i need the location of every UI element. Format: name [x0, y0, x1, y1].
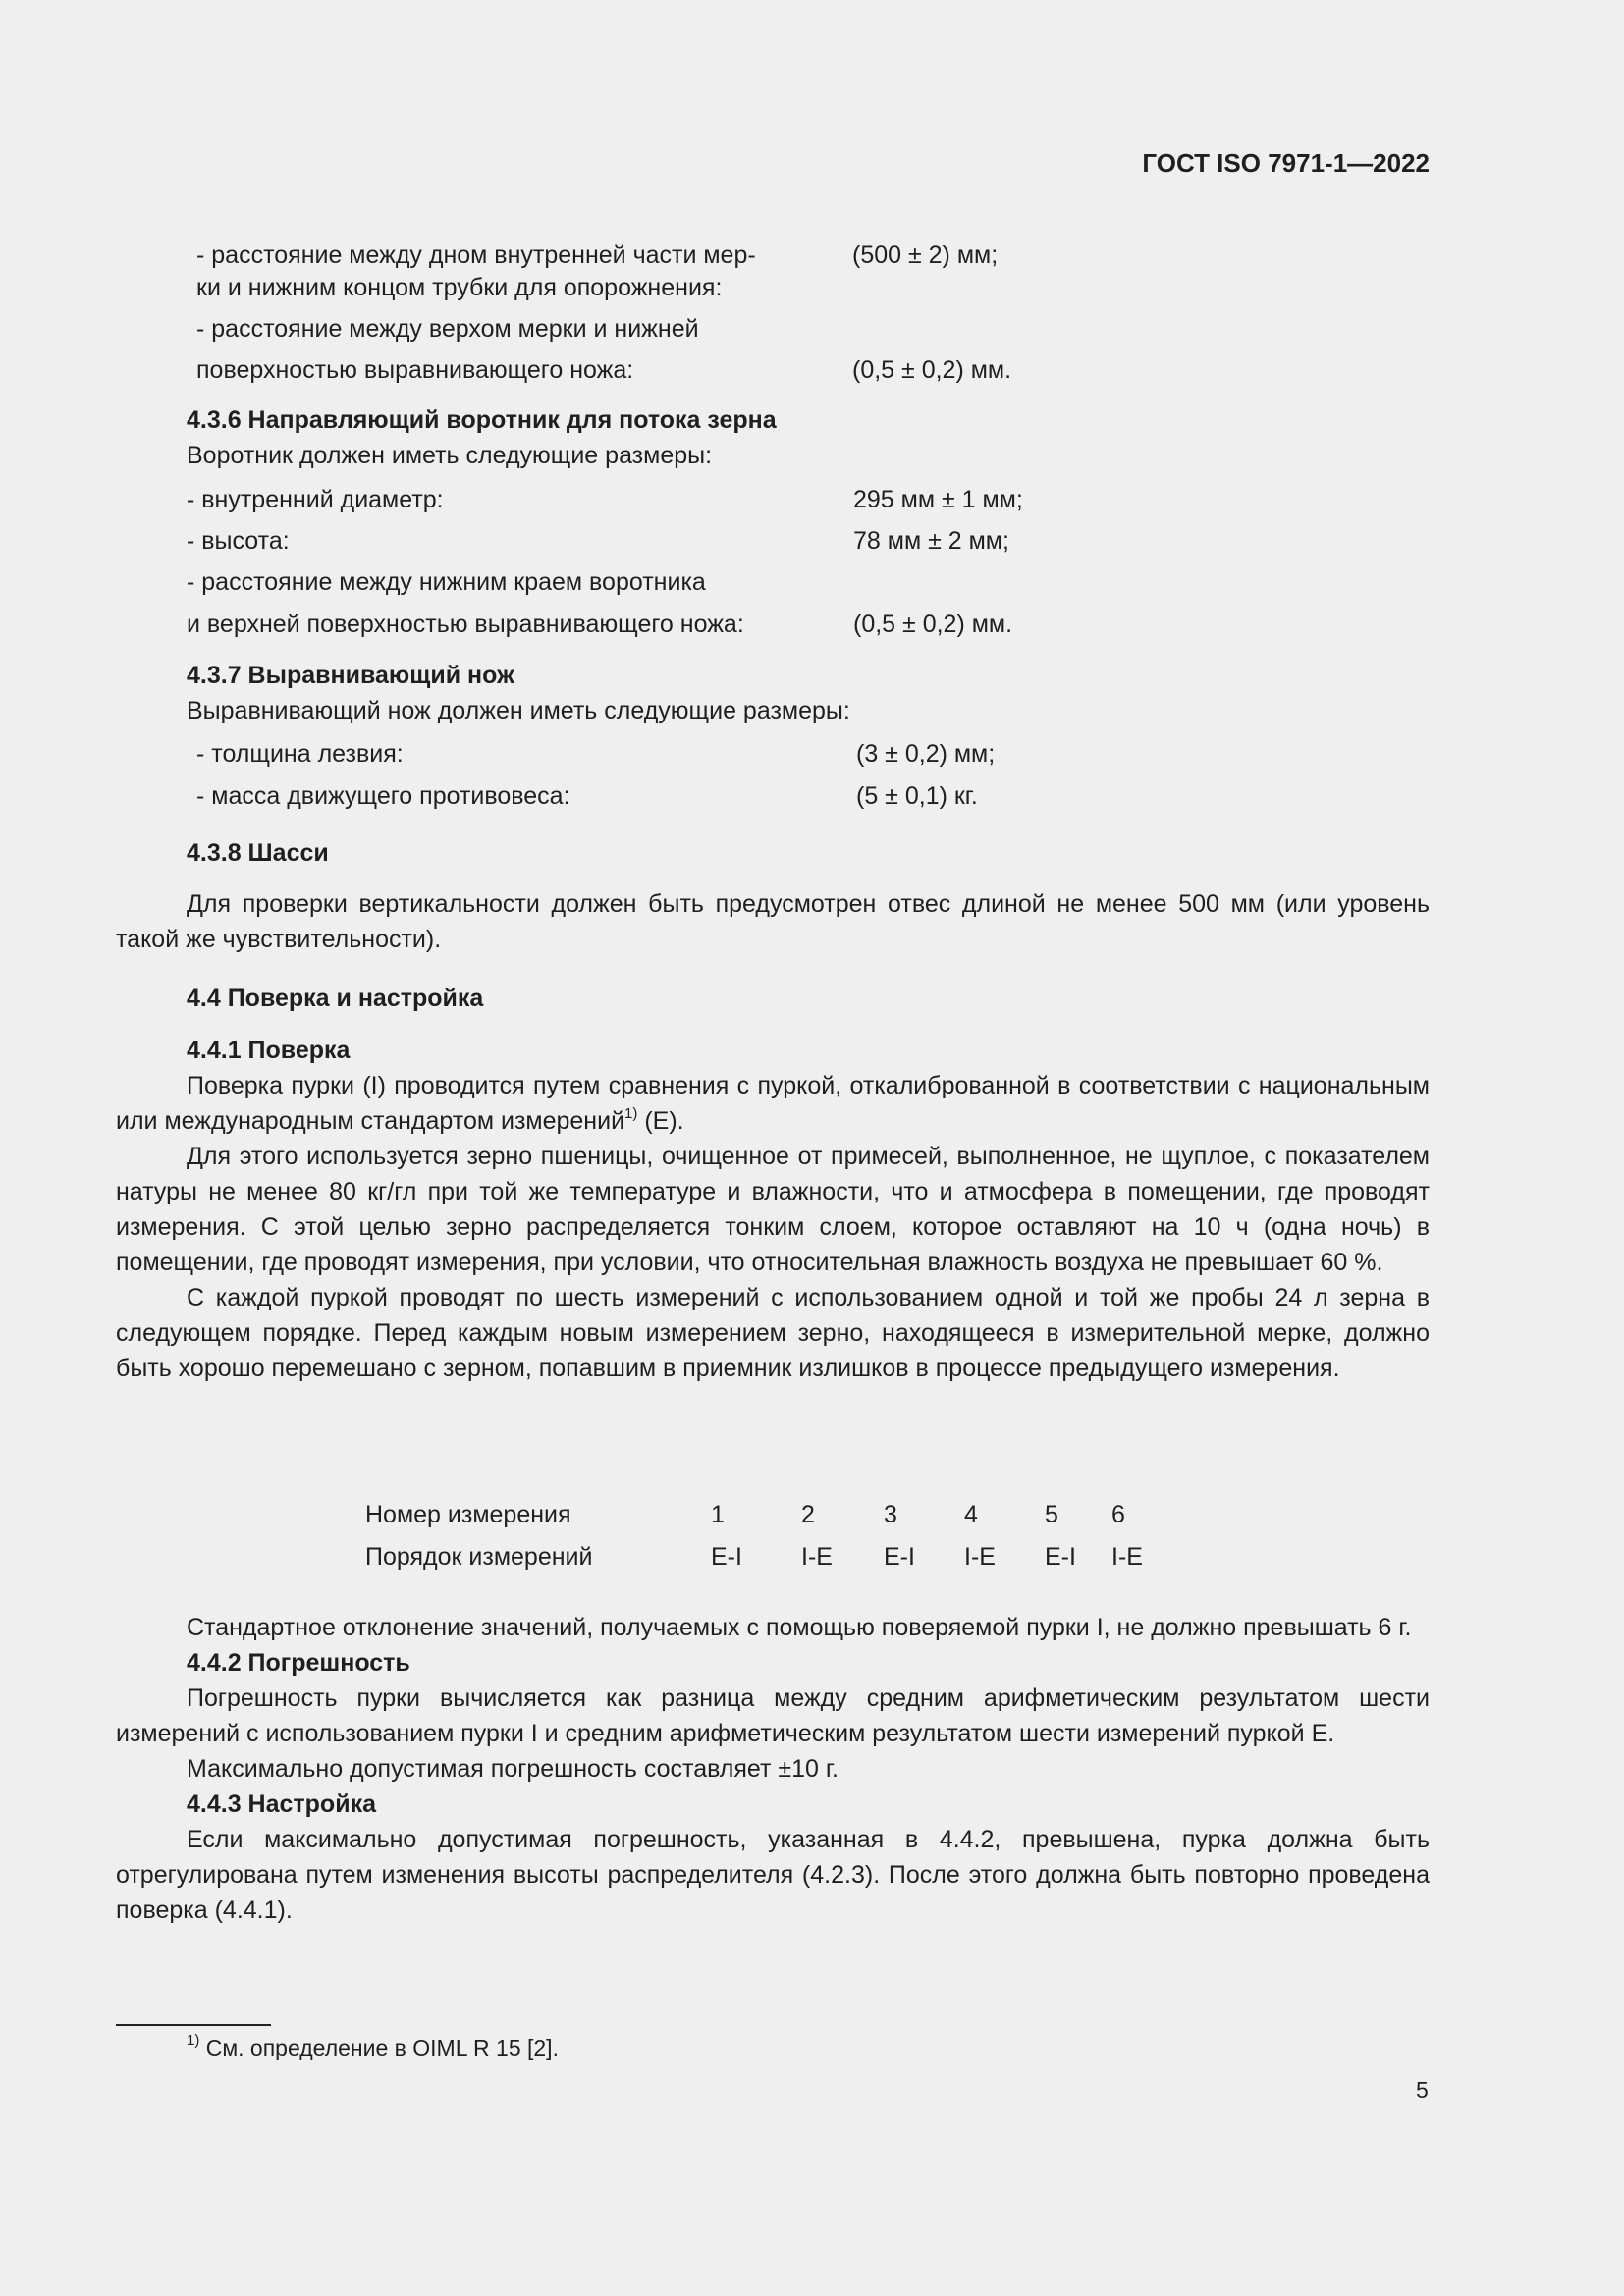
section-intro: Воротник должен иметь следующие размеры:: [187, 442, 713, 469]
table-cell: 1: [711, 1501, 725, 1528]
list-item-text: - расстояние между нижним краем воротника: [187, 568, 706, 596]
section-heading: 4.4 Поверка и настройка: [187, 985, 484, 1012]
section-heading: 4.4.1 Поверка: [187, 1037, 351, 1064]
footnote-separator: [116, 2024, 271, 2026]
list-item-text: ки и нижним концом трубки для опорожнения:: [196, 274, 723, 301]
list-item-value: (5 ± 0,1) кг.: [856, 782, 978, 810]
table-cell: E-I: [711, 1543, 742, 1571]
section-4-4-1: [116, 1033, 1430, 1386]
section-heading: 4.4.2 Погрешность: [187, 1649, 410, 1677]
table-cell: I-E: [1111, 1543, 1143, 1571]
paragraph-text: Максимально допустимая погрешность составляет ±10 г.: [187, 1755, 839, 1783]
list-item-value: (0,5 ± 0,2) мм.: [853, 611, 1013, 638]
list-item-text: - масса движущего противовеса:: [196, 782, 570, 810]
table-cell: 5: [1045, 1501, 1058, 1528]
table-cell: 6: [1111, 1501, 1125, 1528]
paragraph-text: Поверка пурки (I) проводится путем сравнения с пуркой, откалиброванной в соответствии с национальным или международным стандартом измерений: [116, 1072, 1430, 1135]
paragraph-text: Стандартное отклонение значений, получаемых с помощью поверяемой пурки I, не должно превышать 6 г.: [187, 1614, 1412, 1641]
footnote: [187, 2030, 559, 2065]
table-cell: 2: [801, 1501, 815, 1528]
section-heading: 4.3.6 Направляющий воротник для потока зерна: [187, 406, 777, 434]
table-cell: I-E: [801, 1543, 833, 1571]
paragraph-text: С каждой пуркой проводят по шесть измерений с использованием одной и той же пробы 24 л зерна в следующем порядке. Перед каждым новым измерением зерно, находящееся в измерительной мерке, должно быть хорошо перемешано с зерном, попавшим в приемник излишков в процессе предыдущего измерения.: [116, 1284, 1430, 1382]
list-item-value: 78 мм ± 2 мм;: [853, 527, 1009, 555]
list-item-value: (0,5 ± 0,2) мм.: [852, 356, 1012, 384]
section-intro: Выравнивающий нож должен иметь следующие размеры:: [187, 697, 850, 724]
paragraph-text: Погрешность пурки вычисляется как разница между средним арифметическим результатом шести измерений с использованием пурки I и средним арифметическим результатом шести измерений пуркой E.: [116, 1684, 1430, 1747]
section-heading: 4.3.8 Шасси: [187, 839, 329, 867]
paragraph: [116, 886, 1430, 957]
footnote-text: См. определение в OIML R 15 [2].: [199, 2035, 559, 2060]
section-heading: 4.4.3 Настройка: [187, 1790, 376, 1818]
list-item-value: 295 мм ± 1 мм;: [853, 486, 1023, 513]
table-cell: E-I: [1045, 1543, 1076, 1571]
list-item-text: - внутренний диаметр:: [187, 486, 444, 513]
list-item-text: - толщина лезвия:: [196, 740, 404, 768]
paragraph-text: (E).: [637, 1107, 684, 1135]
table-cell: 4: [964, 1501, 978, 1528]
list-item-value: (500 ± 2) мм;: [852, 241, 999, 269]
list-item-text: - высота:: [187, 527, 290, 555]
table-cell: 3: [884, 1501, 897, 1528]
table-row-label: Порядок измерений: [365, 1543, 593, 1571]
list-item-text: - расстояние между верхом мерки и нижней: [196, 315, 699, 343]
table-row-label: Номер измерения: [365, 1501, 571, 1528]
paragraph-text: [116, 1068, 1430, 1139]
paragraph-text: Для проверки вертикальности должен быть предусмотрен отвес длиной не менее 500 мм (или уровень такой же чувствительности).: [116, 890, 1430, 953]
list-item-text: поверхностью выравнивающего ножа:: [196, 356, 634, 384]
document-code: ГОСТ ISO 7971-1—2022: [1142, 148, 1430, 178]
section-4-4-2-4-4-3: [116, 1610, 1430, 1928]
list-item-value: (3 ± 0,2) мм;: [856, 740, 996, 768]
section-heading: 4.3.7 Выравнивающий нож: [187, 662, 514, 689]
list-item-text: - расстояние между дном внутренней части мер-: [196, 241, 756, 269]
paragraph-text: Для этого используется зерно пшеницы, очищенное от примесей, выполненное, не щуплое, с показателем натуры не менее 80 кг/гл при той же температуре и влажности, что и атмосфера в помещении, где проводят измерения. С этой целью зерно распределяется тонким слоем, которое оставляют на 10 ч (одна ночь) в помещении, где проводят измерения, при условии, что относительная влажность воздуха не превышает 60 %.: [116, 1143, 1430, 1276]
table-cell: I-E: [964, 1543, 996, 1571]
footnote-mark: 1): [187, 2032, 200, 2049]
list-item-text: и верхней поверхностью выравнивающего ножа:: [187, 611, 744, 638]
paragraph-text: Если максимально допустимая погрешность, указанная в 4.4.2, превышена, пурка должна быть отрегулирована путем изменения высоты распределителя (4.2.3). После этого должна быть повторно проведена поверка (4.4.1).: [116, 1826, 1430, 1924]
table-cell: E-I: [884, 1543, 915, 1571]
footnote-ref[interactable]: 1): [624, 1105, 638, 1122]
page-number: 5: [1416, 2077, 1429, 2103]
